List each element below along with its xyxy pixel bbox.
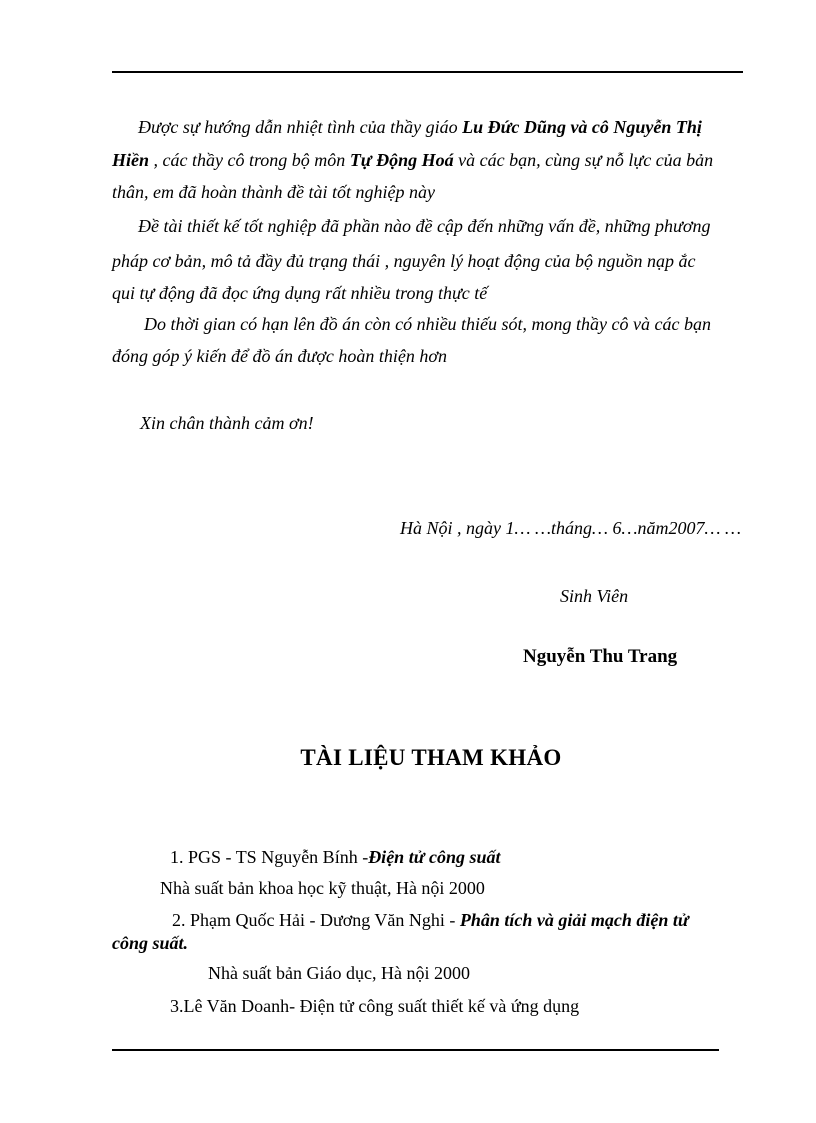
top-rule bbox=[112, 71, 743, 73]
ack-line-2-bold-1: Hiền bbox=[112, 150, 150, 170]
bottom-rule bbox=[112, 1049, 719, 1051]
ack-line-2 bbox=[112, 149, 713, 171]
ack-line-7: Do thời gian có hạn lên đồ án còn có nhiều thiếu sót, mong thầy cô và các bạn bbox=[144, 314, 711, 334]
ack-line-2-text-1: , các thầy cô trong bộ môn bbox=[149, 150, 350, 170]
ack-line-2-text-2: và các bạn, cùng sự nỗ lực của bản bbox=[453, 150, 714, 170]
ref-2-work-2: công suất. bbox=[112, 933, 189, 953]
references-title: TÀI LIỆU THAM KHẢO bbox=[300, 745, 562, 770]
ack-line-8: đóng góp ý kiến để đồ án được hoàn thiện hơn bbox=[112, 346, 447, 366]
ref-1-author: 1. PGS - TS Nguyễn Bính - bbox=[170, 847, 369, 867]
ack-line-6: qui tự động đã đọc ứng dụng rất nhiều trong thực tế bbox=[112, 283, 488, 303]
ack-line-3: thân, em đã hoàn thành đề tài tốt nghiệp này bbox=[112, 182, 435, 202]
ack-line-5: pháp cơ bản, mô tả đầy đủ trạng thái , nguyên lý hoạt động của bộ nguồn nạp ắc bbox=[112, 251, 696, 271]
signature-name: Nguyễn Thu Trang bbox=[523, 646, 678, 667]
thanks-line: Xin chân thành cảm ơn! bbox=[140, 413, 314, 433]
ref-2-work-line-2 bbox=[112, 932, 188, 954]
ref-1-work: Điện tử công suất bbox=[368, 847, 501, 867]
ack-line-1-text: Được sự hướng dẫn nhiệt tình của thầy giáo bbox=[138, 117, 463, 137]
ack-line-1-bold: Lu Đức Dũng và cô Nguyễn Thị bbox=[462, 117, 702, 137]
ref-2-author-line bbox=[172, 909, 689, 931]
date-line: Hà Nội , ngày 1… …tháng… 6…năm2007… … bbox=[400, 518, 742, 538]
ref-2-work-1: Phân tích và giải mạch điện tử bbox=[459, 910, 689, 930]
ack-line-4: Đề tài thiết kế tốt nghiệp đã phần nào đề cập đến những vấn đề, những phương bbox=[138, 216, 711, 236]
signature-role: Sinh Viên bbox=[560, 586, 629, 606]
ref-2-author: 2. Phạm Quốc Hải - Dương Văn Nghi - bbox=[172, 910, 460, 930]
ref-1-author-line bbox=[170, 846, 501, 868]
ack-line-1 bbox=[138, 116, 702, 138]
ref-1-publisher: Nhà suất bản khoa học kỹ thuật, Hà nội 2000 bbox=[160, 878, 485, 898]
ref-2-publisher: Nhà suất bản Giáo dục, Hà nội 2000 bbox=[208, 963, 470, 983]
ack-line-2-bold-2: Tự Động Hoá bbox=[349, 150, 454, 170]
ref-3-line: 3.Lê Văn Doanh- Điện tử công suất thiết kế và ứng dụng bbox=[170, 996, 580, 1016]
